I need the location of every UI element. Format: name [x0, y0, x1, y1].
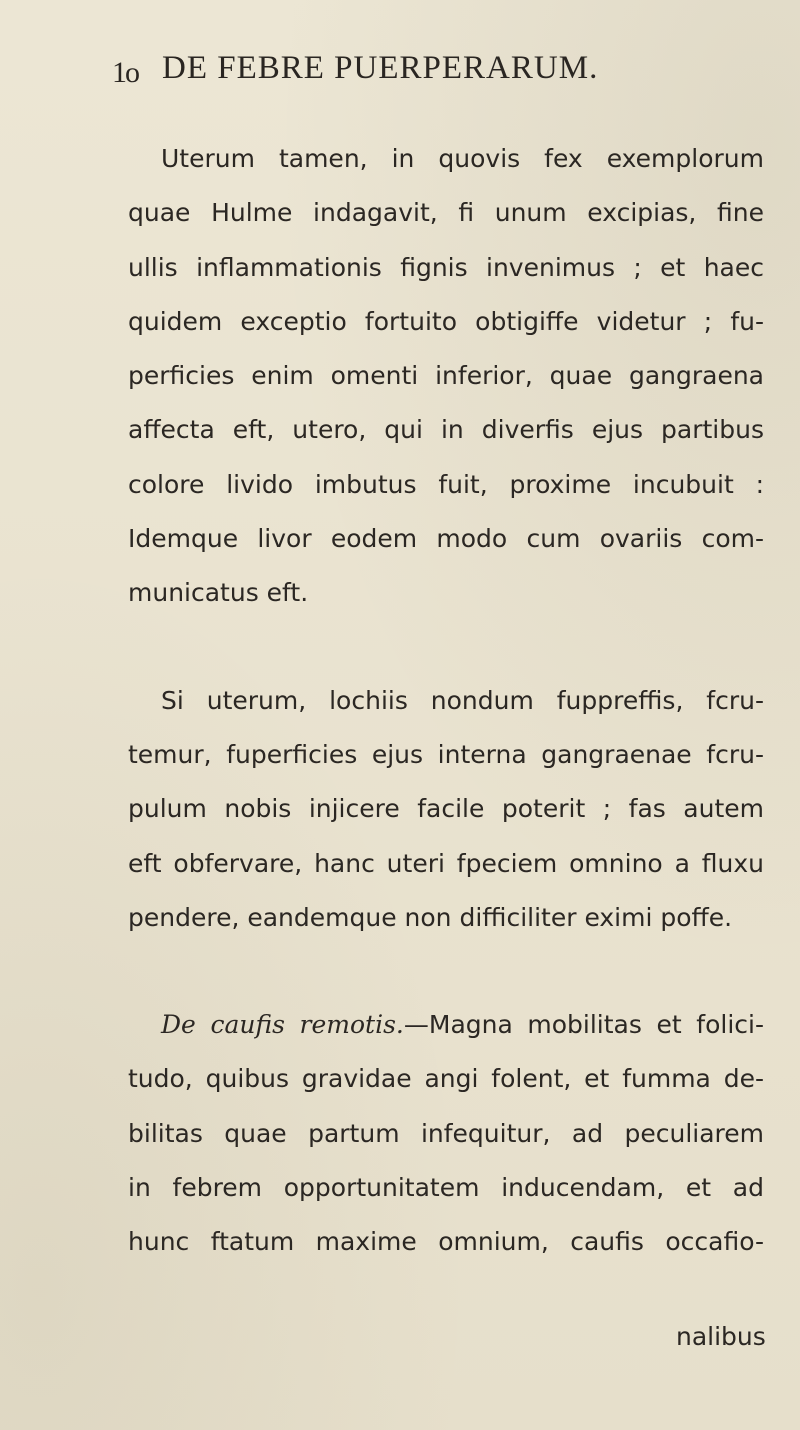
running-head [112, 50, 712, 100]
text-line: eft obfervare, hanc uteri fpeciem omnino a fluxu [128, 848, 764, 878]
body-text [128, 132, 764, 1323]
text-line: Idemque livor eodem modo cum ovariis com- [128, 524, 764, 554]
text-line: tudo, quibus gravidae angi folent, et fumma de- [128, 1064, 764, 1094]
text-line: hunc ftatum maxime omnium, caufis occafio- [128, 1227, 764, 1257]
text-line [128, 998, 764, 1052]
text-line: municatus eft. [128, 578, 309, 608]
text-line: affecta eft, utero, qui in diverfis ejus partibus [128, 415, 764, 445]
text-line: ullis inflammationis fignis invenimus ; et haec [128, 252, 764, 282]
catchword: nalibus [676, 1322, 766, 1351]
running-title: DE FEBRE PUERPERARUM. [162, 50, 599, 86]
text-line: quidem exceptio fortuito obtigiffe videtur ; fu- [128, 306, 764, 336]
text-line: colore livido imbutus fuit, proxime incubuit : [128, 469, 764, 499]
text-line: quae Hulme indagavit, fi unum excipias, fine [128, 198, 764, 228]
text-line: pulum nobis injicere facile poterit ; fas autem [128, 794, 764, 824]
text-line: Uterum tamen, in quovis fex exemplorum [161, 144, 764, 173]
text-line: bilitas quae partum infequitur, ad peculiarem [128, 1118, 764, 1148]
text-line: Si uterum, lochiis nondum fuppreffis, fcru- [161, 685, 764, 715]
paragraph-3 [128, 998, 764, 1269]
text-line: perficies enim omenti inferior, quae gangraena [128, 361, 764, 391]
text-line: temur, fuperficies ejus interna gangraenae fcru- [128, 739, 764, 769]
page-number: 1o [112, 56, 138, 89]
paragraph-1 [128, 132, 764, 621]
section-heading-italic: De caufis remotis. [161, 1010, 404, 1040]
text-line-continuation: —Magna mobilitas et folici- [403, 1010, 764, 1040]
paragraph-2 [128, 674, 764, 945]
text-line: pendere, eandemque non difficiliter eximi poffe. [128, 902, 733, 932]
text-line: in febrem opportunitatem inducendam, et ad [128, 1173, 764, 1203]
